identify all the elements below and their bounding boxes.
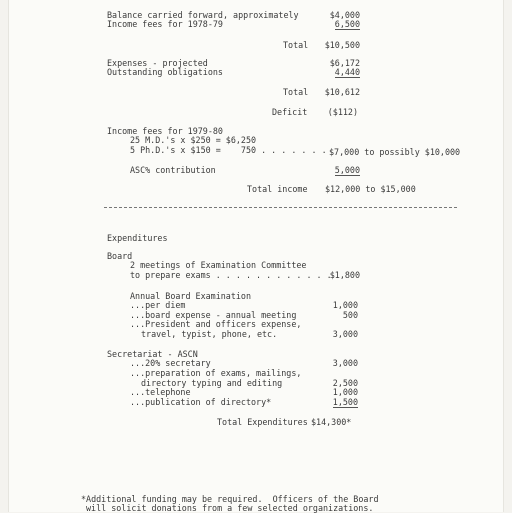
income-fees-7980-label: Income fees for 1979-80 bbox=[107, 126, 223, 136]
exam-prep-value: 2,500 bbox=[332, 378, 358, 388]
secretary-value: 3,000 bbox=[332, 358, 358, 368]
expenses-total-label: Total bbox=[283, 87, 309, 97]
income-range-value: $7,000 to possibly $10,000 bbox=[329, 147, 461, 157]
per-diem-value: 1,000 bbox=[332, 300, 358, 310]
exam-committee-line2: to prepare exams . . . . . . . . . . . . bbox=[130, 270, 332, 280]
asc-contribution-label: ASC% contribution bbox=[130, 165, 216, 175]
exam-committee-line1: 2 meetings of Examination Committee bbox=[130, 260, 307, 270]
footnote-line1: *Additional funding may be required. Officers of the Board bbox=[81, 494, 379, 504]
directory-publication-label: ...publication of directory* bbox=[130, 397, 272, 407]
outstanding-obligations-value: 4,440 bbox=[334, 67, 360, 77]
balance-total-label: Total bbox=[283, 40, 309, 50]
telephone-label: ...telephone bbox=[130, 387, 191, 397]
secretariat-label: Secretariat - ASCN bbox=[107, 349, 198, 359]
annual-exam-label: Annual Board Examination bbox=[130, 291, 252, 301]
exam-prep-line2: directory typing and editing bbox=[141, 378, 283, 388]
total-expenditures-value: $14,300* bbox=[311, 417, 352, 427]
outstanding-obligations-label: Outstanding obligations bbox=[107, 67, 223, 77]
board-expense-value: 500 bbox=[342, 310, 358, 320]
document-page bbox=[8, 0, 504, 512]
president-expense-value: 3,000 bbox=[332, 329, 358, 339]
footnote-line2: will solicit donations from a few selected organizations. bbox=[86, 503, 374, 513]
president-expense-line1: ...President and officers expense, bbox=[130, 319, 302, 329]
balance-carried-value: $4,000 bbox=[329, 10, 360, 20]
total-income-label: Total income bbox=[247, 184, 308, 194]
section-divider bbox=[104, 207, 457, 208]
secretary-label: ...20% secretary bbox=[130, 358, 211, 368]
deficit-value: ($112) bbox=[327, 107, 358, 117]
president-expense-line2: travel, typist, phone, etc. bbox=[141, 329, 278, 339]
exam-prep-line1: ...preparation of exams, mailings, bbox=[130, 368, 302, 378]
exam-committee-value: $1,800 bbox=[329, 270, 360, 280]
total-income-value: $12,000 to $15,000 bbox=[325, 184, 416, 194]
expenditures-heading: Expenditures bbox=[107, 233, 168, 243]
asc-contribution-value: 5,000 bbox=[334, 165, 360, 175]
expenses-projected-label: Expenses - projected bbox=[107, 58, 208, 68]
expenses-projected-value: $6,172 bbox=[329, 58, 360, 68]
md-fees-line: 25 M.D.'s x $250 = $6,250 bbox=[130, 135, 257, 145]
total-expenditures-label: Total Expenditures bbox=[217, 417, 308, 427]
directory-publication-value: 1,500 bbox=[332, 397, 358, 407]
expenses-total-value: $10,612 bbox=[324, 87, 360, 97]
income-fees-7879-label: Income fees for 1978-79 bbox=[107, 19, 223, 29]
deficit-label: Deficit bbox=[272, 107, 308, 117]
board-expense-label: ...board expense - annual meeting bbox=[130, 310, 297, 320]
board-label: Board bbox=[107, 251, 133, 261]
phd-fees-line: 5 Ph.D.'s x $150 = 750 . . . . . . . bbox=[130, 145, 327, 155]
per-diem-label: ...per diem bbox=[130, 300, 186, 310]
balance-total-value: $10,500 bbox=[324, 40, 360, 50]
balance-carried-label: Balance carried forward, approximately bbox=[107, 10, 299, 20]
income-fees-7879-value: 6,500 bbox=[334, 19, 360, 29]
telephone-value: 1,000 bbox=[332, 387, 358, 397]
